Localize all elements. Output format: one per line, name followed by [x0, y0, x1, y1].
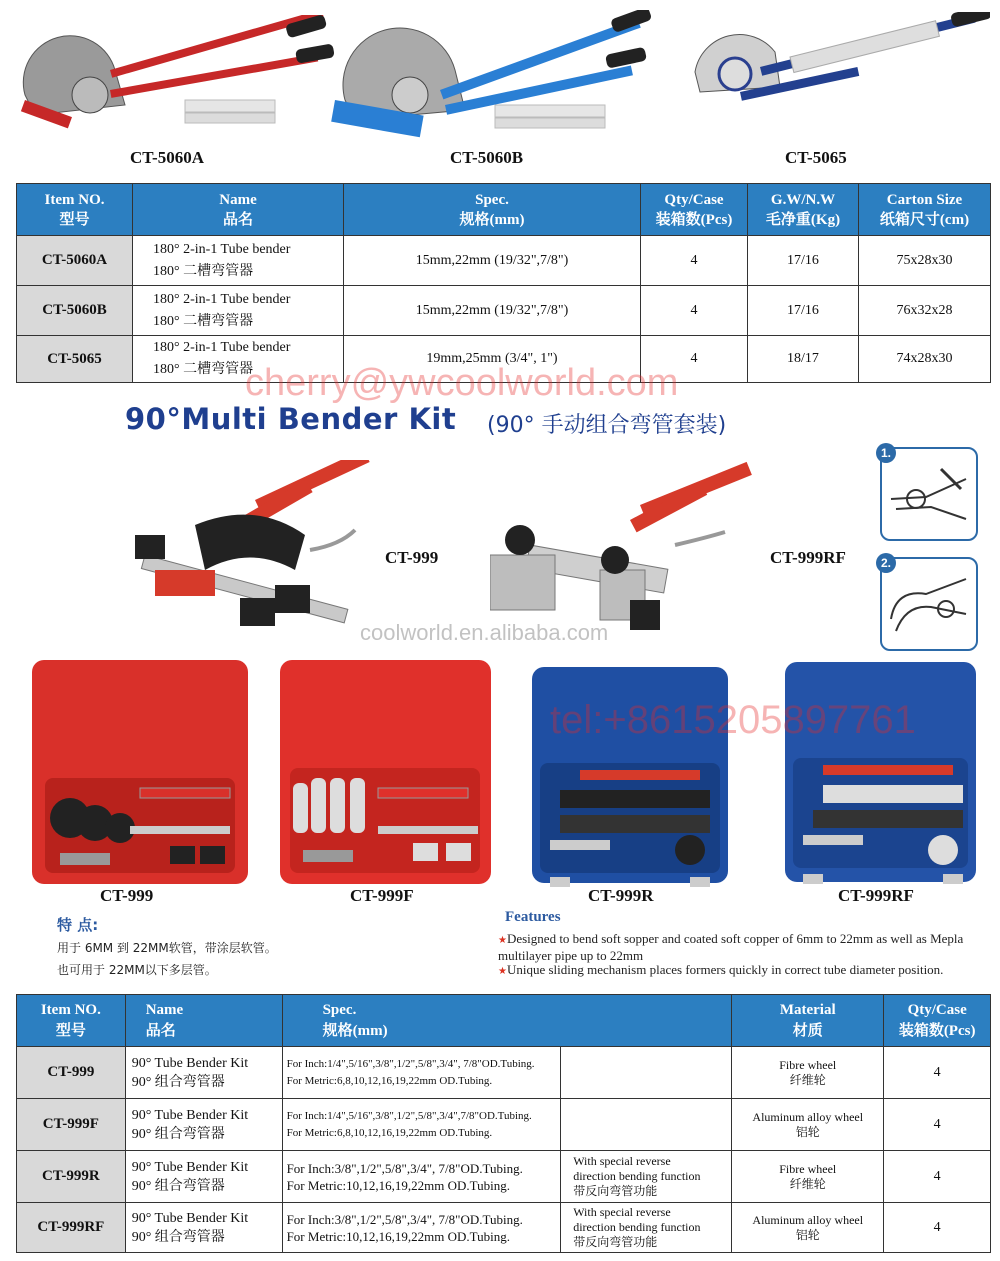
function-cn: 带反向弯管功能 [573, 1235, 658, 1249]
name-cn: 90° 组合弯管器 [131, 1126, 225, 1142]
material-en: Aluminum alloy wheel [752, 1212, 864, 1227]
spec: 15mm,22mm (19/32",7/8") [344, 236, 641, 286]
qty: 4 [641, 286, 748, 336]
function-cn: 带反向弯管功能 [573, 1184, 658, 1198]
spec: 15mm,22mm (19/32",7/8") [344, 286, 641, 336]
cn-feature-line: 也可用于 22MM以下多层管。 [57, 963, 217, 977]
product-caption: CT-999RF [770, 548, 846, 567]
item-no: CT-999F [17, 1099, 126, 1151]
header-en: G.W/N.W [770, 191, 836, 208]
carton-size: 75x28x30 [859, 236, 991, 286]
header-cn: 型号 [55, 1022, 86, 1039]
header-cn: 材质 [792, 1022, 823, 1039]
header-en: Item NO. [44, 191, 105, 208]
material-en: Fibre wheel [779, 1161, 837, 1176]
qty: 4 [884, 1203, 991, 1253]
qty: 4 [884, 1099, 991, 1151]
table-row [17, 286, 991, 336]
name-en: 90° Tube Bender Kit [131, 1107, 249, 1123]
spec-table-90 [16, 994, 991, 1253]
function-en: With special reverse [573, 1205, 671, 1219]
header-en: Item NO. [40, 1001, 101, 1018]
qty: 4 [641, 236, 748, 286]
section-subtitle: (90° 手动组合弯管套装) [487, 413, 727, 438]
qty: 4 [884, 1047, 991, 1099]
material-cn: 纤维轮 [789, 1176, 826, 1191]
item-no: CT-999RF [17, 1203, 126, 1253]
header-en: Name [145, 1001, 184, 1018]
weight: 17/16 [748, 236, 859, 286]
name-en: 90° Tube Bender Kit [131, 1159, 249, 1175]
multi-bender-ct-999-image [125, 460, 375, 635]
bender-step-illustration-icon [886, 459, 972, 531]
spec-metric: For Metric:10,12,16,19,22mm OD.Tubing. [286, 1177, 510, 1193]
feature-text: Unique sliding mechanism places formers quickly in correct tube diameter position. [506, 962, 944, 977]
header-en: Material [779, 1001, 836, 1018]
multi-bender-ct-999rf-image [490, 460, 755, 645]
header-cn: 品名 [222, 211, 253, 228]
name-cn: 180° 二槽弯管器 [153, 263, 254, 279]
material-en: Aluminum alloy wheel [752, 1109, 864, 1124]
section-title: 90°Multi Bender Kit [125, 402, 457, 436]
table-row [17, 1099, 991, 1151]
header-en: Name [219, 191, 257, 208]
bullet-star-icon: ★ [498, 935, 507, 946]
item-no: CT-999 [17, 1047, 126, 1099]
spec-inch: For Inch:3/8",1/2",5/8",3/4", 7/8"OD.Tubing. [286, 1160, 523, 1176]
header-en: Carton Size [886, 191, 963, 208]
site-watermark: coolworld.en.alibaba.com [360, 620, 609, 645]
header-cn: 规格(mm) [459, 211, 525, 228]
cn-feature-line: 用于 6MM 到 22MM软管，带涂层软管。 [57, 941, 277, 955]
features-title: Features [505, 909, 561, 925]
carton-size: 74x28x30 [859, 336, 991, 383]
tube-bender-ct-5065-image [680, 12, 990, 127]
material-cn: 纤维轮 [789, 1072, 826, 1087]
header-en: Spec. [322, 1001, 357, 1018]
product-caption: CT-999 [385, 548, 439, 567]
bender-step-illustration-icon [886, 569, 972, 641]
product-caption: CT-999F [350, 886, 414, 905]
item-no: CT-999R [17, 1151, 126, 1203]
product-caption: CT-999R [588, 886, 654, 905]
material-en: Fibre wheel [779, 1057, 837, 1072]
name-en: 180° 2-in-1 Tube bender [153, 340, 291, 355]
tube-bender-ct-5060b-image [325, 10, 655, 140]
header-cn: 纸箱尺寸(cm) [879, 211, 970, 228]
feature-item [498, 962, 993, 979]
name-en: 90° Tube Bender Kit [131, 1055, 249, 1071]
header-en: Qty/Case [664, 191, 724, 208]
name-en: 180° 2-in-1 Tube bender [153, 241, 291, 257]
product-caption: CT-5065 [785, 148, 847, 167]
kit-case-ct-999rf-image [783, 660, 978, 888]
feature-text: Designed to bend soft sopper and coated soft copper of 6mm to 22mm as well as Mepla multilayer pipe up to 22mm [498, 931, 964, 963]
name-cn: 90° 组合弯管器 [131, 1178, 225, 1194]
spec-metric: For Metric:6,8,10,12,16,19,22mm OD.Tubing. [286, 1074, 493, 1087]
name-en: 90° Tube Bender Kit [131, 1210, 249, 1226]
material-cn: 铝轮 [795, 1124, 820, 1139]
tel-watermark: tel:+8615205897761 [550, 698, 916, 742]
feature-item [498, 931, 988, 963]
weight: 17/16 [748, 286, 859, 336]
item-no: CT-5065 [17, 336, 133, 383]
item-no: CT-5060A [17, 236, 133, 286]
function-en: direction bending function [573, 1220, 701, 1234]
table-row [17, 1203, 991, 1253]
kit-case-ct-999-image [30, 658, 250, 886]
product-caption: CT-5060A [130, 148, 204, 167]
tube-bender-ct-5060a-image [15, 15, 335, 135]
table-row [17, 236, 991, 286]
header-cn: 装箱数(Pcs) [898, 1022, 976, 1039]
product-caption: CT-999 [100, 886, 154, 905]
product-caption: CT-999RF [838, 886, 914, 905]
spec-inch: For Inch:1/4",5/16",3/8",1/2",5/8",3/4",7/8"OD.Tubing. [286, 1109, 532, 1122]
step-2-diagram [880, 557, 978, 651]
item-no: CT-5060B [17, 286, 133, 336]
table-row [17, 1047, 991, 1099]
name-cn: 90° 组合弯管器 [131, 1074, 225, 1090]
spec-metric: For Metric:6,8,10,12,16,19,22mm OD.Tubing. [286, 1126, 493, 1139]
header-en: Qty/Case [907, 1001, 967, 1018]
spec-metric: For Metric:10,12,16,19,22mm OD.Tubing. [286, 1228, 510, 1244]
header-en: Spec. [475, 191, 509, 208]
header-cn: 规格(mm) [322, 1022, 388, 1039]
header-cn: 品名 [145, 1022, 176, 1039]
spec-table-180 [16, 183, 991, 383]
spec: 19mm,25mm (3/4", 1") [344, 336, 641, 383]
step-1-diagram [880, 447, 978, 541]
qty: 4 [884, 1151, 991, 1203]
carton-size: 76x32x28 [859, 286, 991, 336]
product-caption: CT-5060B [450, 148, 524, 167]
header-cn: 毛净重(Kg) [765, 211, 841, 228]
function-en: With special reverse [573, 1154, 671, 1168]
kit-case-ct-999f-image [278, 658, 493, 886]
weight: 18/17 [748, 336, 859, 383]
table-row [17, 1151, 991, 1203]
name-cn: 180° 二槽弯管器 [153, 362, 254, 377]
header-cn: 型号 [59, 211, 90, 228]
name-cn: 90° 组合弯管器 [131, 1229, 225, 1245]
name-cn: 180° 二槽弯管器 [153, 313, 254, 329]
bullet-star-icon: ★ [498, 966, 507, 977]
qty: 4 [641, 336, 748, 383]
email-watermark: cherry@ywcoolworld.com [245, 362, 679, 404]
spec-inch: For Inch:3/8",1/2",5/8",3/4", 7/8"OD.Tubing. [286, 1211, 523, 1227]
material-cn: 铝轮 [795, 1227, 820, 1242]
step-number: 1. [876, 443, 896, 463]
spec-inch: For Inch:1/4",5/16",3/8",1/2",5/8",3/4", 7/8"OD.Tubing. [286, 1057, 535, 1070]
cn-features-title: 特 点: [57, 916, 99, 934]
name-en: 180° 2-in-1 Tube bender [153, 291, 291, 307]
step-number: 2. [876, 553, 896, 573]
header-cn: 装箱数(Pcs) [655, 211, 733, 228]
function-en: direction bending function [573, 1169, 701, 1183]
